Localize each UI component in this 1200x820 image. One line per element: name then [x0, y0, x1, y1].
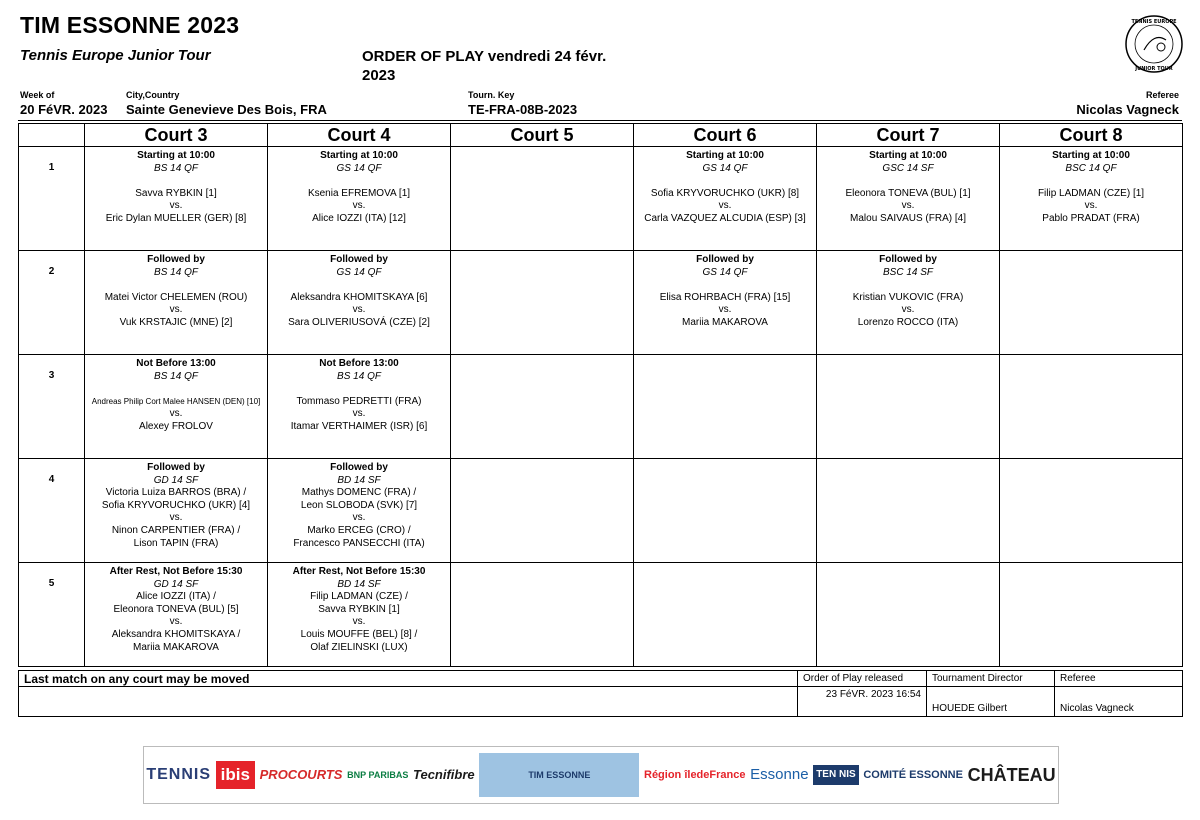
match-time: After Rest, Not Before 15:30 [292, 566, 426, 577]
match-cell [268, 563, 451, 667]
match-time: Starting at 10:00 [686, 150, 764, 161]
player-name: Lorenzo ROCCO (ITA) [857, 316, 959, 328]
match-time: Starting at 10:00 [1052, 150, 1130, 161]
tecnifibre-logo: Tecnifibre [413, 767, 475, 782]
order-of-play-title: ORDER OF PLAY vendredi 24 févr. 2023 [362, 48, 607, 84]
director-value: HOUEDE Gilbert [927, 687, 1055, 717]
player-name: Mathys DOMENC (FRA) / [301, 487, 417, 499]
spacer [85, 175, 267, 188]
match-cell [634, 251, 817, 355]
match-time: Starting at 10:00 [869, 150, 947, 161]
empty-slot [634, 355, 817, 459]
player-name: Mariia MAKAROVA [682, 316, 768, 328]
match-cell [268, 355, 451, 459]
city-label: City,Country [126, 90, 180, 100]
player-name: Eleonora TONEVA (BUL) [1] [845, 187, 971, 199]
order-of-play-grid [18, 123, 1183, 667]
match-cell [268, 251, 451, 355]
released-label: Order of Play released [798, 671, 927, 687]
tennis-achat-logo: TENNIS [146, 766, 211, 783]
player-name: Alexey FROLOV [139, 420, 213, 432]
match-cell [85, 459, 268, 563]
player-name: Andreas Philip Cort Malee HANSEN (DEN) [10] [91, 396, 261, 406]
comite-essonne-logo: COMITÉ ESSONNE [863, 769, 963, 781]
header-divider [18, 120, 1182, 121]
match-event: BS 14 QF [154, 266, 198, 278]
player-name: Francesco PANSECCHI (ITA) [293, 537, 425, 549]
vs-label: vs. [169, 616, 183, 628]
match-event: GD 14 SF [153, 474, 199, 486]
court-header-row [19, 124, 1183, 147]
empty-slot [451, 459, 634, 563]
match-row [19, 459, 1183, 563]
empty-slot [451, 251, 634, 355]
released-value: 23 FéVR. 2023 16:54 [798, 687, 927, 717]
match-cell [268, 459, 451, 563]
row-number: 2 [19, 251, 85, 355]
empty-slot [634, 459, 817, 563]
match-cell [634, 147, 817, 251]
vs-label: vs. [718, 304, 732, 316]
match-time: Starting at 10:00 [320, 150, 398, 161]
court-header: Court 4 [268, 124, 451, 147]
player-name: Savva RYBKIN [1] [318, 603, 400, 615]
spacer [1000, 175, 1182, 188]
vs-label: vs. [352, 616, 366, 628]
player-name: Victoria Luiza BARROS (BRA) / [105, 487, 247, 499]
chateau-logo: CHÂTEAU [967, 765, 1056, 785]
player-name: Alice IOZZI (ITA) [12] [312, 212, 406, 224]
match-time: Followed by [330, 254, 388, 265]
tour-subtitle: Tennis Europe Junior Tour [20, 47, 211, 64]
match-cell [817, 147, 1000, 251]
match-time: Starting at 10:00 [137, 150, 215, 161]
bnp-paribas-logo: BNP PARIBAS [347, 770, 409, 780]
vs-label: vs. [169, 408, 183, 420]
match-cell [1000, 147, 1183, 251]
match-event: BS 14 QF [337, 370, 381, 382]
spacer [817, 175, 999, 188]
player-name: Louis MOUFFE (BEL) [8] / [300, 628, 418, 640]
court-header: Court 6 [634, 124, 817, 147]
vs-label: vs. [169, 304, 183, 316]
player-name: Itamar VERTHAIMER (ISR) [6] [290, 420, 428, 432]
match-time: Followed by [147, 254, 205, 265]
tourn-key-label: Tourn. Key [468, 90, 515, 100]
player-name: Ksenia EFREMOVA [1] [307, 187, 411, 199]
empty-slot [451, 355, 634, 459]
tennis-europe-logo [1124, 14, 1184, 74]
player-name: Eric Dylan MUELLER (GER) [8] [105, 212, 247, 224]
match-event: BD 14 SF [337, 474, 381, 486]
spacer [85, 383, 267, 396]
match-time: Followed by [696, 254, 754, 265]
player-name: Lison TAPIN (FRA) [133, 537, 219, 549]
week-value: 20 FéVR. 2023 [20, 102, 108, 117]
footer-blank [19, 687, 798, 717]
tim-essonne-banner: TIM ESSONNE [479, 753, 639, 797]
player-name: Aleksandra KHOMITSKAYA / [111, 628, 241, 640]
empty-slot [451, 563, 634, 667]
match-event: BD 14 SF [337, 578, 381, 590]
footer-table [18, 670, 1183, 717]
vs-label: vs. [169, 512, 183, 524]
match-time: Followed by [879, 254, 937, 265]
match-time: Followed by [147, 462, 205, 473]
player-name: Aleksandra KHOMITSKAYA [6] [290, 291, 428, 303]
player-name: Filip LADMAN (CZE) / [310, 591, 408, 603]
player-name: Sara OLIVERIUSOVÁ (CZE) [2] [288, 316, 430, 328]
region-idf-logo: Région îledeFrance [644, 769, 746, 781]
match-time: Followed by [330, 462, 388, 473]
player-name: Matei Victor CHELEMEN (ROU) [104, 291, 248, 303]
tennis-box-logo: TEN NIS [813, 765, 858, 785]
match-event: BSC 14 SF [882, 266, 934, 278]
match-time: Not Before 13:00 [319, 358, 399, 369]
match-cell [85, 563, 268, 667]
tourn-key-value: TE-FRA-08B-2023 [468, 102, 578, 117]
empty-slot [1000, 563, 1183, 667]
corner-cell [19, 124, 85, 147]
row-number: 3 [19, 355, 85, 459]
row-number: 1 [19, 147, 85, 251]
match-cell [85, 147, 268, 251]
vs-label: vs. [352, 200, 366, 212]
week-label: Week of [20, 90, 55, 100]
vs-label: vs. [352, 304, 366, 316]
player-name: Mariia MAKAROVA [133, 641, 219, 653]
vs-label: vs. [1084, 200, 1098, 212]
match-event: BS 14 QF [154, 162, 198, 174]
vs-label: vs. [169, 200, 183, 212]
court-header: Court 8 [1000, 124, 1183, 147]
match-event: GSC 14 SF [882, 162, 934, 174]
player-name: Ninon CARPENTIER (FRA) / [111, 524, 241, 536]
match-event: GS 14 QF [336, 266, 382, 278]
spacer [268, 175, 450, 188]
empty-slot [817, 563, 1000, 667]
row-number: 4 [19, 459, 85, 563]
match-event: GS 14 QF [702, 266, 748, 278]
match-event: BSC 14 QF [1065, 162, 1117, 174]
player-name: Marko ERCEG (CRO) / [307, 524, 411, 536]
footer-referee-label: Referee [1055, 671, 1183, 687]
court-header: Court 7 [817, 124, 1000, 147]
court-header: Court 5 [451, 124, 634, 147]
player-name: Vuk KRSTAJIC (MNE) [2] [119, 316, 233, 328]
player-name: Filip LADMAN (CZE) [1] [1037, 187, 1145, 199]
match-cell [817, 251, 1000, 355]
ibis-logo: ibis [216, 761, 255, 789]
match-row [19, 251, 1183, 355]
vs-label: vs. [901, 304, 915, 316]
match-time: Not Before 13:00 [136, 358, 216, 369]
vs-label: vs. [352, 512, 366, 524]
svg-text:TENNIS EUROPE: TENNIS EUROPE [1131, 19, 1177, 25]
vs-label: vs. [352, 408, 366, 420]
footer-row [19, 671, 1183, 687]
match-cell [85, 355, 268, 459]
match-time: After Rest, Not Before 15:30 [109, 566, 243, 577]
page-title: TIM ESSONNE 2023 [20, 12, 240, 38]
player-name: Sofia KRYVORUCHKO (UKR) [8] [650, 187, 800, 199]
essonne-logo: Essonne [750, 766, 809, 783]
court-header: Court 3 [85, 124, 268, 147]
spacer [268, 279, 450, 292]
director-label: Tournament Director [927, 671, 1055, 687]
match-event: GD 14 SF [153, 578, 199, 590]
spacer [85, 279, 267, 292]
match-row [19, 355, 1183, 459]
empty-slot [817, 355, 1000, 459]
grid-body [19, 147, 1183, 667]
match-event: GS 14 QF [336, 162, 382, 174]
match-cell [85, 251, 268, 355]
player-name: Alice IOZZI (ITA) / [136, 591, 216, 603]
footer-row [19, 687, 1183, 717]
match-event: BS 14 QF [154, 370, 198, 382]
spacer [634, 279, 816, 292]
empty-slot [817, 459, 1000, 563]
spacer [817, 279, 999, 292]
last-match-note: Last match on any court may be moved [19, 671, 798, 687]
spacer [634, 175, 816, 188]
empty-slot [1000, 251, 1183, 355]
player-name: Sofia KRYVORUCHKO (UKR) [4] [101, 499, 251, 511]
player-name: Leon SLOBODA (SVK) [7] [300, 499, 418, 511]
city-value: Sainte Genevieve Des Bois, FRA [126, 102, 327, 117]
match-event: GS 14 QF [702, 162, 748, 174]
svg-text:JUNIOR TOUR: JUNIOR TOUR [1135, 66, 1173, 72]
empty-slot [634, 563, 817, 667]
player-name: Carla VAZQUEZ ALCUDIA (ESP) [3] [644, 212, 806, 224]
player-name: Kristian VUKOVIC (FRA) [852, 291, 964, 303]
spacer [268, 383, 450, 396]
vs-label: vs. [718, 200, 732, 212]
match-row [19, 563, 1183, 667]
player-name: Tommaso PEDRETTI (FRA) [296, 395, 422, 407]
player-name: Pablo PRADAT (FRA) [1042, 212, 1140, 224]
match-row [19, 147, 1183, 251]
sponsor-banner [143, 746, 1059, 804]
empty-slot [451, 147, 634, 251]
procourts-logo: PROCOURTS [259, 767, 343, 782]
player-name: Malou SAIVAUS (FRA) [4] [850, 212, 966, 224]
player-name: Olaf ZIELINSKI (LUX) [310, 641, 408, 653]
empty-slot [1000, 355, 1183, 459]
referee-label: Referee [1145, 90, 1179, 100]
empty-slot [1000, 459, 1183, 563]
vs-label: vs. [901, 200, 915, 212]
player-name: Eleonora TONEVA (BUL) [5] [113, 603, 239, 615]
player-name: Savva RYBKIN [1] [135, 187, 217, 199]
match-cell [268, 147, 451, 251]
player-name: Elisa ROHRBACH (FRA) [15] [659, 291, 791, 303]
footer-referee-value: Nicolas Vagneck [1055, 687, 1183, 717]
referee-value: Nicolas Vagneck [1076, 102, 1179, 117]
row-number: 5 [19, 563, 85, 667]
